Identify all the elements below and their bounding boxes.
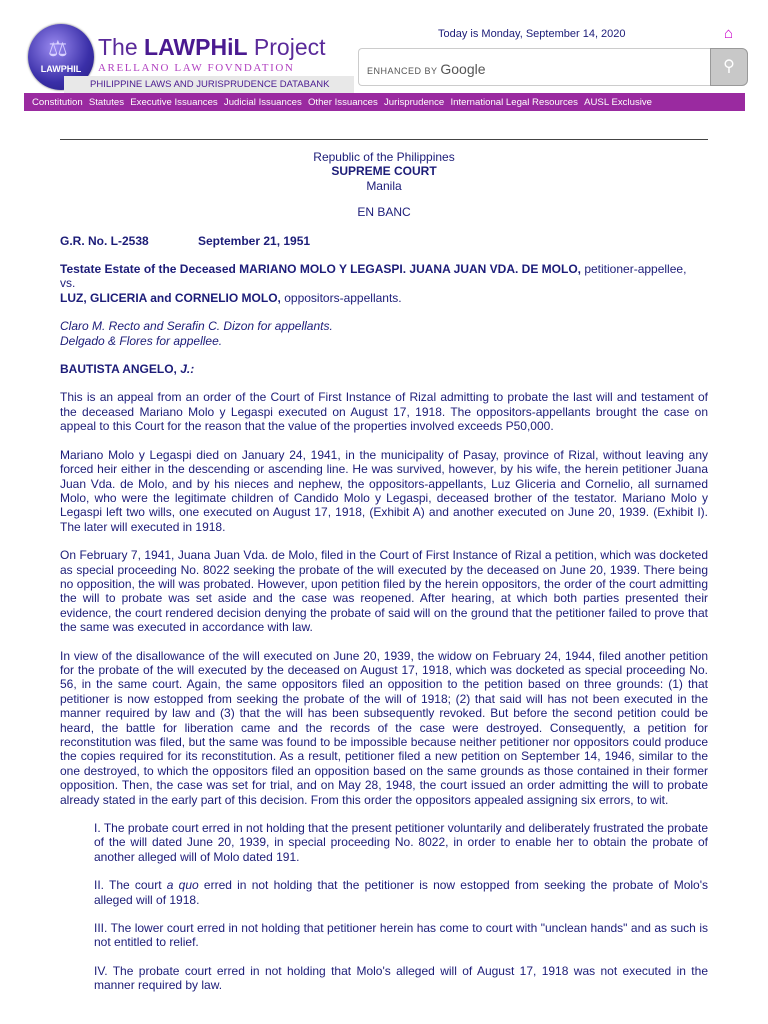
nav-ausl-exclusive[interactable]: AUSL Exclusive	[584, 96, 653, 108]
republic: Republic of the Philippines	[313, 150, 455, 164]
title-prefix: The	[98, 34, 145, 60]
foundation-name: ARELLANO LAW FOVNDATION	[98, 62, 295, 74]
counsel-appellants: Claro M. Recto and Serafin C. Dizon for appellants.	[60, 319, 333, 334]
ponente-title: J.:	[180, 362, 195, 377]
error-text: III. The lower court erred in not holding that petitioner herein has come to court with "unclean hands" and as such is not entitled to relief.	[94, 921, 708, 950]
site-title[interactable]	[98, 34, 326, 61]
case-title	[60, 262, 708, 305]
search-icon: ⚲	[723, 58, 735, 75]
logo-text: LAWPHIL	[40, 64, 82, 74]
search-placeholder	[367, 61, 486, 77]
nav-statutes[interactable]: Statutes	[88, 96, 125, 108]
error-text: IV. The probate court erred in not holding that Molo's alleged will of August 17, 1918 was not executed in the manner required by law.	[94, 963, 708, 993]
case-number-line	[60, 234, 708, 248]
city: Manila	[366, 178, 402, 193]
petitioner-role: petitioner-appellee,	[581, 262, 687, 277]
nav-judicial-issuances[interactable]: Judicial Issuances	[223, 96, 302, 108]
divider	[60, 139, 708, 140]
nav-other-issuances[interactable]: Other Issuances	[307, 96, 378, 108]
nav-international-legal-resources[interactable]: International Legal Resources	[450, 96, 578, 108]
ponente-name: BAUTISTA ANGELO,	[60, 362, 181, 377]
main-nav	[24, 93, 745, 111]
error-emphasis: a quo	[166, 878, 199, 893]
court-name: SUPREME COURT	[331, 164, 437, 179]
decision-document	[60, 150, 708, 1007]
oppositors: LUZ, GLICERIA and CORNELIO MOLO,	[60, 290, 281, 305]
error-text-rest: erred in not holding that the petitioner is now estopped from seeking the probate of Molo's alleged will of 1918.	[94, 878, 709, 907]
ponente	[60, 362, 708, 376]
assigned-error	[94, 878, 708, 907]
error-text: I. The probate court erred in not holding that the present petitioner voluntarily and deliberately frustrated the probate of the will dated June 20, 1939, in special proceeding No. 8022, in order to enable her to obtain the probate of another alleged will of Molo dated 191.	[94, 821, 708, 864]
assigned-error	[94, 921, 708, 950]
nav-jurisprudence[interactable]: Jurisprudence	[384, 96, 445, 108]
counsel	[60, 319, 708, 348]
petitioner: Testate Estate of the Deceased MARIANO MOLO Y LEGASPI. JUANA JUAN VDA. DE MOLO,	[60, 262, 581, 277]
home-icon[interactable]: ⌂	[724, 25, 734, 42]
title-bold: LAWPHiL	[144, 34, 248, 60]
title-suffix: Project	[247, 34, 326, 60]
databank-tagline: PHILIPPINE LAWS AND JURISPRUDENCE DATABANK	[90, 79, 330, 90]
versus: vs.	[60, 276, 76, 291]
google-brand: Google	[440, 61, 486, 77]
assigned-error	[94, 964, 708, 993]
scales-of-justice-icon: ⚖	[48, 36, 68, 61]
decision-date: September 21, 1951	[198, 233, 311, 248]
nav-constitution[interactable]: Constitution	[32, 96, 83, 108]
paragraph: In view of the disallowance of the will executed on June 20, 1939, the widow on February 24, 1944, filed another petition for the probate of the will executed by the deceased on August 17, 1918, which was docketed as special proceeding No. 56, in the same court. Again, the same oppositors filed an opposition to the petition based on three grounds: (1) that petitioner is now estopped from seeking the probate of the will of 1918; (2) that said will has not been executed in the manner required by law and (3) that the will has been subsequently revoked. But before the second petition could be heard, the battle for liberation came and the records of the case were destroyed. Consequently, a petition for reconstitution was filed, but the same was found to be impossible because neither petitioner nor oppositors could produce the copies required for its reconstitution. As a result, petitioner filed a new petition on September 14, 1946, similar to the one destroyed, to which the oppositors filed an opposition based on the same grounds as those contained in their former opposition. Then, the case was set for trial, and on May 28, 1948, the court issued an order admitting the will to probate already stated in the early part of this decision. From this order the oppositors appealed assigning six errors, to wit.	[60, 648, 708, 807]
paragraph: On February 7, 1941, Juana Juan Vda. de Molo, filed in the Court of First Instance of Rizal a petition, which was docketed as special proceeding No. 8022 seeking the probate of the will executed by the deceased on June 20, 1939. There being no opposition, the will was probated. However, upon petition filed by the herein oppositors, the order of the court admitting the will to probate was set aside and the case was reopened. After hearing, at which both parties presented their evidence, the court rendered decision denying the probate of said will on the ground that the petitioner failed to prove that the same was executed in accordance with law.	[60, 548, 708, 635]
assigned-error	[94, 821, 708, 864]
paragraph: This is an appeal from an order of the Court of First Instance of Rizal admitting to probate the last will and testament of the deceased Mariano Molo y Legaspi executed on August 17, 1918. The oppositors-appellants brought the case on appeal to this Court for the reason that the value of the properties involved exceeds P50,000.	[60, 390, 708, 434]
nav-executive-issuances[interactable]: Executive Issuances	[130, 96, 218, 108]
site-header	[24, 22, 745, 94]
enhanced-by: ENHANCED BY	[367, 66, 441, 76]
division: EN BANC	[357, 205, 411, 220]
search-button[interactable]	[710, 48, 748, 86]
counsel-appellee: Delgado & Flores for appellee.	[60, 333, 223, 348]
search-input[interactable]	[358, 48, 711, 86]
paragraph: Mariano Molo y Legaspi died on January 24, 1941, in the municipality of Pasay, province of Rizal, without leaving any forced heir either in the descending or ascending line. He was survived, however, by his wife, the herein petitioner Juana Juan Vda. de Molo, and by his nieces and nephew, the oppositors-appellants, Luz Gliceria and Cornelio, all surnamed Molo, who were the legitimate children of Candido Molo y Legaspi, deceased brother of the testator. Mariano Molo y Legaspi left two wills, one executed on August 17, 1918, (Exhibit A) and another executed on June 20, 1939. (Exhibit I). The later will executed in 1918.	[60, 447, 708, 534]
error-text: II. The court	[94, 878, 167, 893]
today-date: Today is Monday, September 14, 2020	[438, 28, 626, 40]
gr-number: G.R. No. L-2538	[60, 233, 149, 248]
oppositors-role: oppositors-appellants.	[280, 290, 402, 305]
